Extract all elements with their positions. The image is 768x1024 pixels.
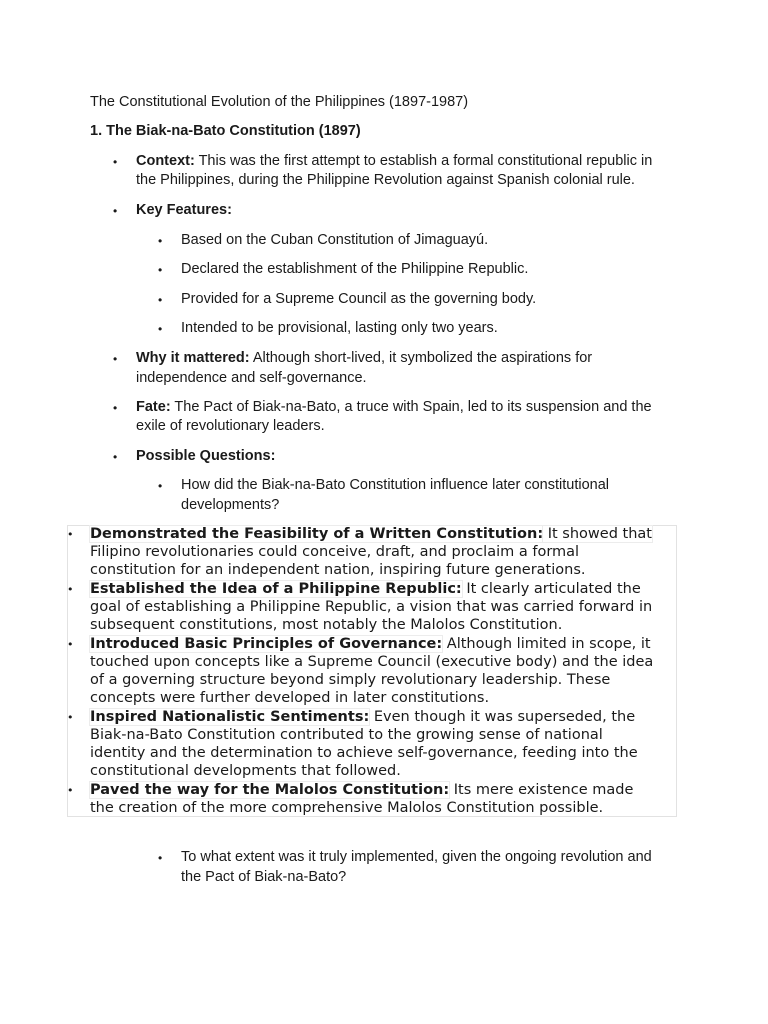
key-feature-item: Declared the establishment of the Philippine Republic. [181,261,529,277]
why-it-mattered-line-2: independence and self-governance. [136,370,367,386]
context-line-1: Context: This was the first attempt to establish a formal constitutional republic in [136,153,653,169]
bullet-icon: • [113,155,118,169]
question-2-line-2: the Pact of Biak-na-Bato? [181,869,347,885]
bullet-icon: • [113,401,118,415]
answer-item-2-line: subsequent constitutions, most notably the Malolos Constitution. [90,617,563,633]
answer-item-3-line: concepts were further developed in later constitutions. [90,690,490,706]
section-heading: 1. The Biak-na-Bato Constitution (1897) [90,123,361,139]
bullet-icon: • [113,352,118,366]
bullet-icon: • [67,711,74,724]
answer-item-3: Introduced Basic Principles of Governance: Although limited in scope, it [90,636,651,652]
answer-item-1: Demonstrated the Feasibility of a Written Constitution: It showed that [90,526,652,542]
document-title: The Constitutional Evolution of the Philippines (1897-1987) [90,94,469,110]
bullet-icon: • [67,583,74,596]
key-features-label: Key Features: [136,202,232,218]
answer-item-4-line: constitutional developments that followed. [90,763,401,779]
answer-item-3-line: touched upon concepts like a Supreme Council (executive body) and the idea [90,654,654,670]
why-it-mattered-line-1: Why it mattered: Although short-lived, it symbolized the aspirations for [136,350,593,366]
fate-line-2: exile of revolutionary leaders. [136,418,325,434]
possible-questions-label: Possible Questions: [136,448,276,464]
answer-item-4: Inspired Nationalistic Sentiments: Even though it was superseded, the [90,709,636,725]
key-feature-item: Provided for a Supreme Council as the governing body. [181,291,537,307]
bullet-icon: • [113,450,118,464]
bullet-icon: • [158,322,163,336]
bullet-icon: • [113,204,118,218]
bullet-icon: • [67,638,74,651]
answer-item-1-line: Filipino revolutionaries could conceive, draft, and proclaim a formal [90,544,580,560]
bullet-icon: • [158,851,163,865]
answer-item-5-line: the creation of the more comprehensive Malolos Constitution possible. [90,800,604,816]
answer-item-2-line: goal of establishing a Philippine Republic, a vision that was carried forward in [90,599,653,615]
bullet-icon: • [158,263,163,277]
answer-item-4-line: Biak-na-Bato Constitution contributed to the growing sense of national [90,727,603,743]
question-2-line-1: To what extent was it truly implemented, given the ongoing revolution and [181,849,652,865]
bullet-icon: • [158,479,163,493]
answer-item-4-line: identity and the determination to achieve self-governance, feeding into the [90,745,638,761]
bullet-icon: • [158,234,163,248]
key-feature-item: Based on the Cuban Constitution of Jimaguayú. [181,232,489,248]
key-feature-item: Intended to be provisional, lasting only two years. [181,320,498,336]
fate-line-1: Fate: The Pact of Biak-na-Bato, a truce with Spain, led to its suspension and the [136,399,652,415]
bullet-icon: • [67,528,74,541]
answer-item-3-line: of a governing structure beyond simply revolutionary leadership. These [90,672,611,688]
bullet-icon: • [158,293,163,307]
context-line-2: the Philippines, during the Philippine Revolution against Spanish colonial rule. [136,172,635,188]
question-1-line-1: How did the Biak-na-Bato Constitution influence later constitutional [181,477,609,493]
answer-item-2: Established the Idea of a Philippine Republic: It clearly articulated the [90,581,641,597]
answer-item-5: Paved the way for the Malolos Constitution: Its mere existence made [90,782,634,798]
answer-block [67,525,677,817]
bullet-icon: • [67,784,74,797]
question-1-line-2: developments? [181,497,280,513]
answer-item-1-line: constitution for an independent nation, inspiring future generations. [90,562,586,578]
